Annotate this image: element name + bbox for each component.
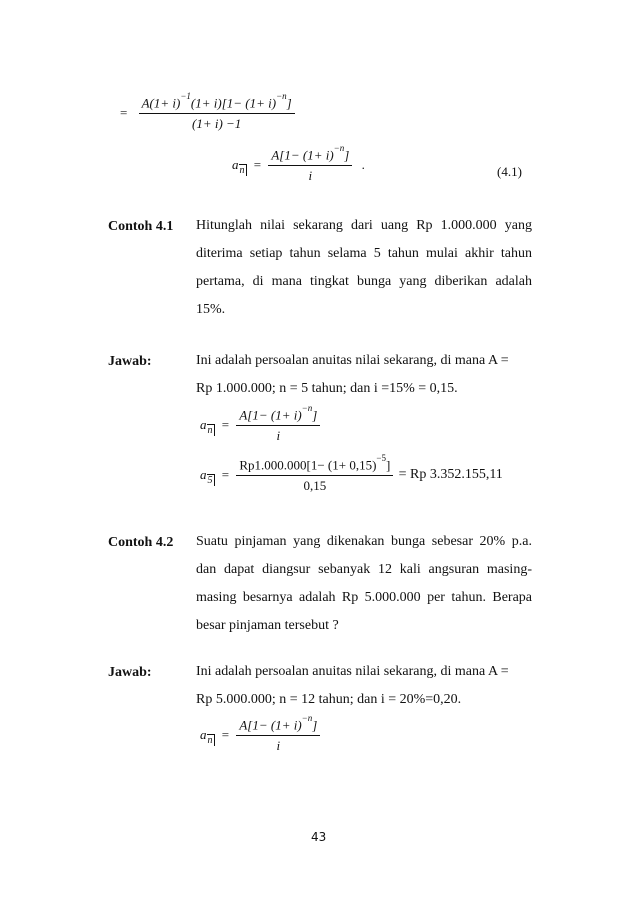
example-1-text: Hitunglah nilai sekarang dari uang Rp 1.000.000 yang diterima setiap tahun selama 5 tahun mulai akhir tahun pertama, di mana tingkat bunga yang diberikan adalah 15%. <box>196 218 532 317</box>
page-number: 43 <box>311 830 327 844</box>
annuity-symbol: $a_n$ <box>200 417 213 437</box>
formula-denominator: i <box>276 738 281 754</box>
calc-denominator: 0,15 <box>303 478 327 494</box>
top-equation <box>120 91 295 132</box>
formula-denominator: i <box>308 168 313 184</box>
formula-numerator: $A[1- (1+ i)^{-n}]$ <box>268 146 352 166</box>
answer-1-label: Jawab: <box>108 354 152 369</box>
formula-fraction <box>268 143 352 184</box>
formula-numerator: $A[1- (1+ i)^{-n}]$ <box>236 406 320 426</box>
equals-sign: = <box>221 467 230 483</box>
formula-fraction <box>236 403 320 444</box>
formula-4-1 <box>232 143 365 184</box>
top-fraction <box>139 91 295 132</box>
equals-sign: = <box>253 157 262 173</box>
answer-1-calculation <box>200 453 503 494</box>
formula-numerator: $A[1- (1+ i)^{-n}]$ <box>236 716 320 736</box>
answer-1-line-1: Ini adalah persoalan anuitas nilai sekarang, di mana A = <box>196 353 509 368</box>
annuity-symbol: $a_5$ <box>200 467 213 487</box>
answer-2-formula <box>200 713 320 754</box>
example-2-label: Contoh 4.2 <box>108 535 174 550</box>
top-numerator: $A(1+ i)^{-1}(1+ i)[1- (1+ i)^{-n}]$ <box>139 94 295 114</box>
answer-2-label: Jawab: <box>108 665 152 680</box>
annuity-symbol: $a_n$ <box>232 157 245 177</box>
example-2-text: Suatu pinjaman yang dikenakan bunga sebesar 20% p.a. dan dapat diangsur sebanyak 12 kali angsuran masing-masing besarnya adalah Rp 5.000.000 per tahun. Berapa besar pinjaman tersebut ? <box>196 534 532 633</box>
equals-sign: = <box>221 417 230 433</box>
calc-numerator: $Rp1.000.000[1- (1+ 0,15)^{-5}]$ <box>236 456 393 476</box>
top-denominator: (1+ i) −1 <box>191 116 242 132</box>
formula-fraction <box>236 713 320 754</box>
answer-2-line-2: Rp 5.000.000; n = 12 tahun; dan i = 20%=0,20. <box>196 692 462 707</box>
equals-sign: = <box>221 727 230 743</box>
answer-2-line-1: Ini adalah persoalan anuitas nilai sekarang, di mana A = <box>196 664 509 679</box>
example-1-label: Contoh 4.1 <box>108 219 174 234</box>
formula-denominator: i <box>276 428 281 444</box>
equation-number: (4.1) <box>497 164 522 179</box>
calc-result: = Rp 3.352.155,11 <box>398 467 503 483</box>
calc-fraction <box>236 453 393 494</box>
equals-sign: = <box>120 105 128 121</box>
answer-1-formula <box>200 403 320 444</box>
formula-period: . <box>361 157 365 173</box>
annuity-symbol: $a_n$ <box>200 727 213 747</box>
answer-1-line-2: Rp 1.000.000; n = 5 tahun; dan i =15% = 0,15. <box>196 381 458 396</box>
